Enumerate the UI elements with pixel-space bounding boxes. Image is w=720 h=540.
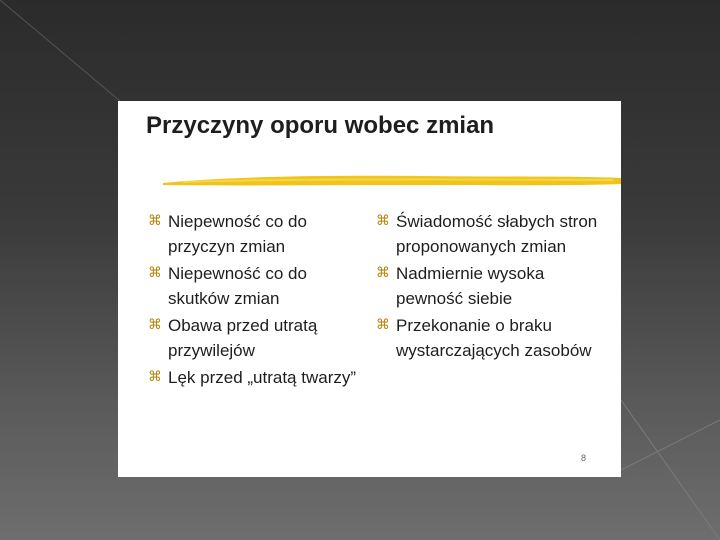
list-item-text: Przekonanie o braku wystarczających zasobów	[396, 316, 592, 360]
list-item-text: Lęk przed „utratą twarzy”	[168, 368, 357, 387]
list-item	[148, 261, 358, 311]
list-item	[148, 209, 358, 259]
list-item-text: Świadomość słabych stron proponowanych zmian	[396, 212, 598, 256]
command-bullet-icon: ⌘	[376, 213, 390, 229]
list-item	[376, 261, 606, 311]
list-item	[148, 365, 358, 390]
list-item	[376, 313, 606, 363]
list-item-text: Nadmiernie wysoka pewność siebie	[396, 264, 545, 308]
page-number: 8	[581, 453, 587, 463]
list-item-text: Niepewność co do skutków zmian	[168, 264, 307, 308]
right-bullet-list	[376, 209, 606, 365]
list-item-text: Niepewność co do przyczyn zmian	[168, 212, 307, 256]
command-bullet-icon: ⌘	[148, 317, 162, 333]
list-item	[148, 313, 358, 363]
command-bullet-icon: ⌘	[148, 213, 162, 229]
command-bullet-icon: ⌘	[148, 265, 162, 281]
left-bullet-list	[148, 209, 358, 392]
command-bullet-icon: ⌘	[376, 265, 390, 281]
yellow-brush-stroke	[163, 171, 621, 191]
command-bullet-icon: ⌘	[376, 317, 390, 333]
list-item	[376, 209, 606, 259]
slide	[118, 101, 621, 477]
list-item-text: Obawa przed utratą przywilejów	[168, 316, 318, 360]
slide-title: Przyczyny oporu wobec zmian	[146, 112, 495, 139]
command-bullet-icon: ⌘	[148, 369, 162, 385]
